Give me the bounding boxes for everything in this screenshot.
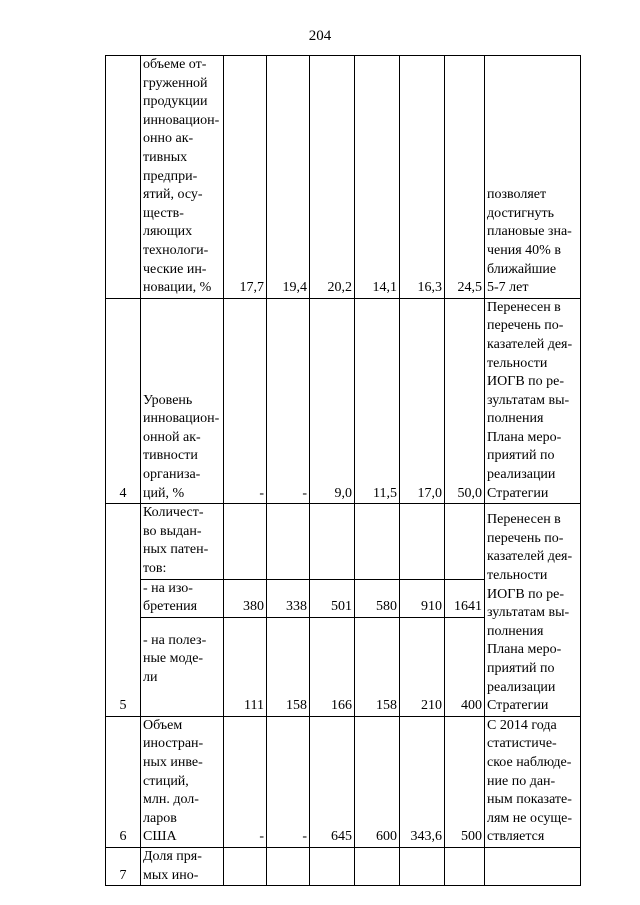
value-cell bbox=[445, 504, 485, 579]
value-cell: 501 bbox=[310, 579, 355, 617]
value-cell: 338 bbox=[267, 579, 310, 617]
value-cell: - bbox=[267, 298, 310, 504]
table-row bbox=[106, 716, 581, 847]
value-cell bbox=[310, 504, 355, 579]
value-cell: 600 bbox=[355, 716, 400, 847]
value-cell: 580 bbox=[355, 579, 400, 617]
value-cell bbox=[224, 504, 267, 579]
value-cell: 20,2 bbox=[310, 56, 355, 299]
table-row bbox=[106, 504, 581, 579]
value-cell bbox=[224, 847, 267, 885]
value-cell: 16,3 bbox=[400, 56, 445, 299]
indicator-cell: Уровень инновацион- онной ак- тивности организа- ций, % bbox=[141, 298, 224, 504]
note-cell: С 2014 года статистиче- ское наблюде- ние по дан- ным показате- лям не осуще- ствляется bbox=[485, 716, 581, 847]
value-cell: 158 bbox=[355, 617, 400, 716]
value-cell: 158 bbox=[267, 617, 310, 716]
value-cell: 910 bbox=[400, 579, 445, 617]
indicator-cell: Количест- во выдан- ных патен- тов: bbox=[141, 504, 224, 579]
value-cell: 166 bbox=[310, 617, 355, 716]
indicators-table bbox=[105, 55, 581, 886]
value-cell: - bbox=[267, 716, 310, 847]
value-cell: 380 bbox=[224, 579, 267, 617]
value-cell: 1641 bbox=[445, 579, 485, 617]
value-cell: 17,7 bbox=[224, 56, 267, 299]
value-cell: - bbox=[224, 716, 267, 847]
row-number: 4 bbox=[106, 298, 141, 504]
note-cell: Перенесен в перечень по- казателей дея- тельности ИОГВ по ре- зультатам вы- полнения Плана меро- приятий по реализации Стратегии bbox=[485, 298, 581, 504]
value-cell bbox=[400, 504, 445, 579]
value-cell: 500 bbox=[445, 716, 485, 847]
value-cell: 343,6 bbox=[400, 716, 445, 847]
value-cell: 19,4 bbox=[267, 56, 310, 299]
table-row bbox=[106, 298, 581, 504]
page-number: 204 bbox=[308, 28, 332, 44]
table-row bbox=[106, 56, 581, 299]
table-row bbox=[106, 847, 581, 885]
note-cell: Перенесен в перечень по- казателей дея- тельности ИОГВ по ре- зультатам вы- полнения Плана меро- приятий по реализации Стратегии bbox=[485, 504, 581, 717]
value-cell bbox=[267, 504, 310, 579]
value-cell: 24,5 bbox=[445, 56, 485, 299]
value-cell: 14,1 bbox=[355, 56, 400, 299]
sub-indicator-cell: - на полез- ные моде- ли bbox=[141, 617, 224, 716]
value-cell: 50,0 bbox=[445, 298, 485, 504]
value-cell: 400 bbox=[445, 617, 485, 716]
indicator-cell: Доля пря- мых ино- bbox=[141, 847, 224, 885]
value-cell: 645 bbox=[310, 716, 355, 847]
note-cell bbox=[485, 847, 581, 885]
value-cell: 9,0 bbox=[310, 298, 355, 504]
value-cell: 11,5 bbox=[355, 298, 400, 504]
value-cell: 210 bbox=[400, 617, 445, 716]
note-cell: позволяет достигнуть плановые зна- чения 40% в ближайшие 5-7 лет bbox=[485, 56, 581, 299]
indicator-cell: Объем иностран- ных инве- стиций, млн. дол- ларов США bbox=[141, 716, 224, 847]
value-cell bbox=[355, 847, 400, 885]
row-number bbox=[106, 56, 141, 299]
value-cell bbox=[400, 847, 445, 885]
row-number: 6 bbox=[106, 716, 141, 847]
value-cell: - bbox=[224, 298, 267, 504]
value-cell: 111 bbox=[224, 617, 267, 716]
row-number: 7 bbox=[106, 847, 141, 885]
value-cell bbox=[355, 504, 400, 579]
row-number: 5 bbox=[106, 504, 141, 717]
value-cell bbox=[310, 847, 355, 885]
value-cell bbox=[267, 847, 310, 885]
value-cell bbox=[445, 847, 485, 885]
value-cell: 17,0 bbox=[400, 298, 445, 504]
sub-indicator-cell: - на изо- бретения bbox=[141, 579, 224, 617]
indicator-cell: объеме от- груженной продукции инновацион- онно ак- тивных предпри- ятий, осу- ществ- ляющих технологи- ческие ин- новации, % bbox=[141, 56, 224, 299]
